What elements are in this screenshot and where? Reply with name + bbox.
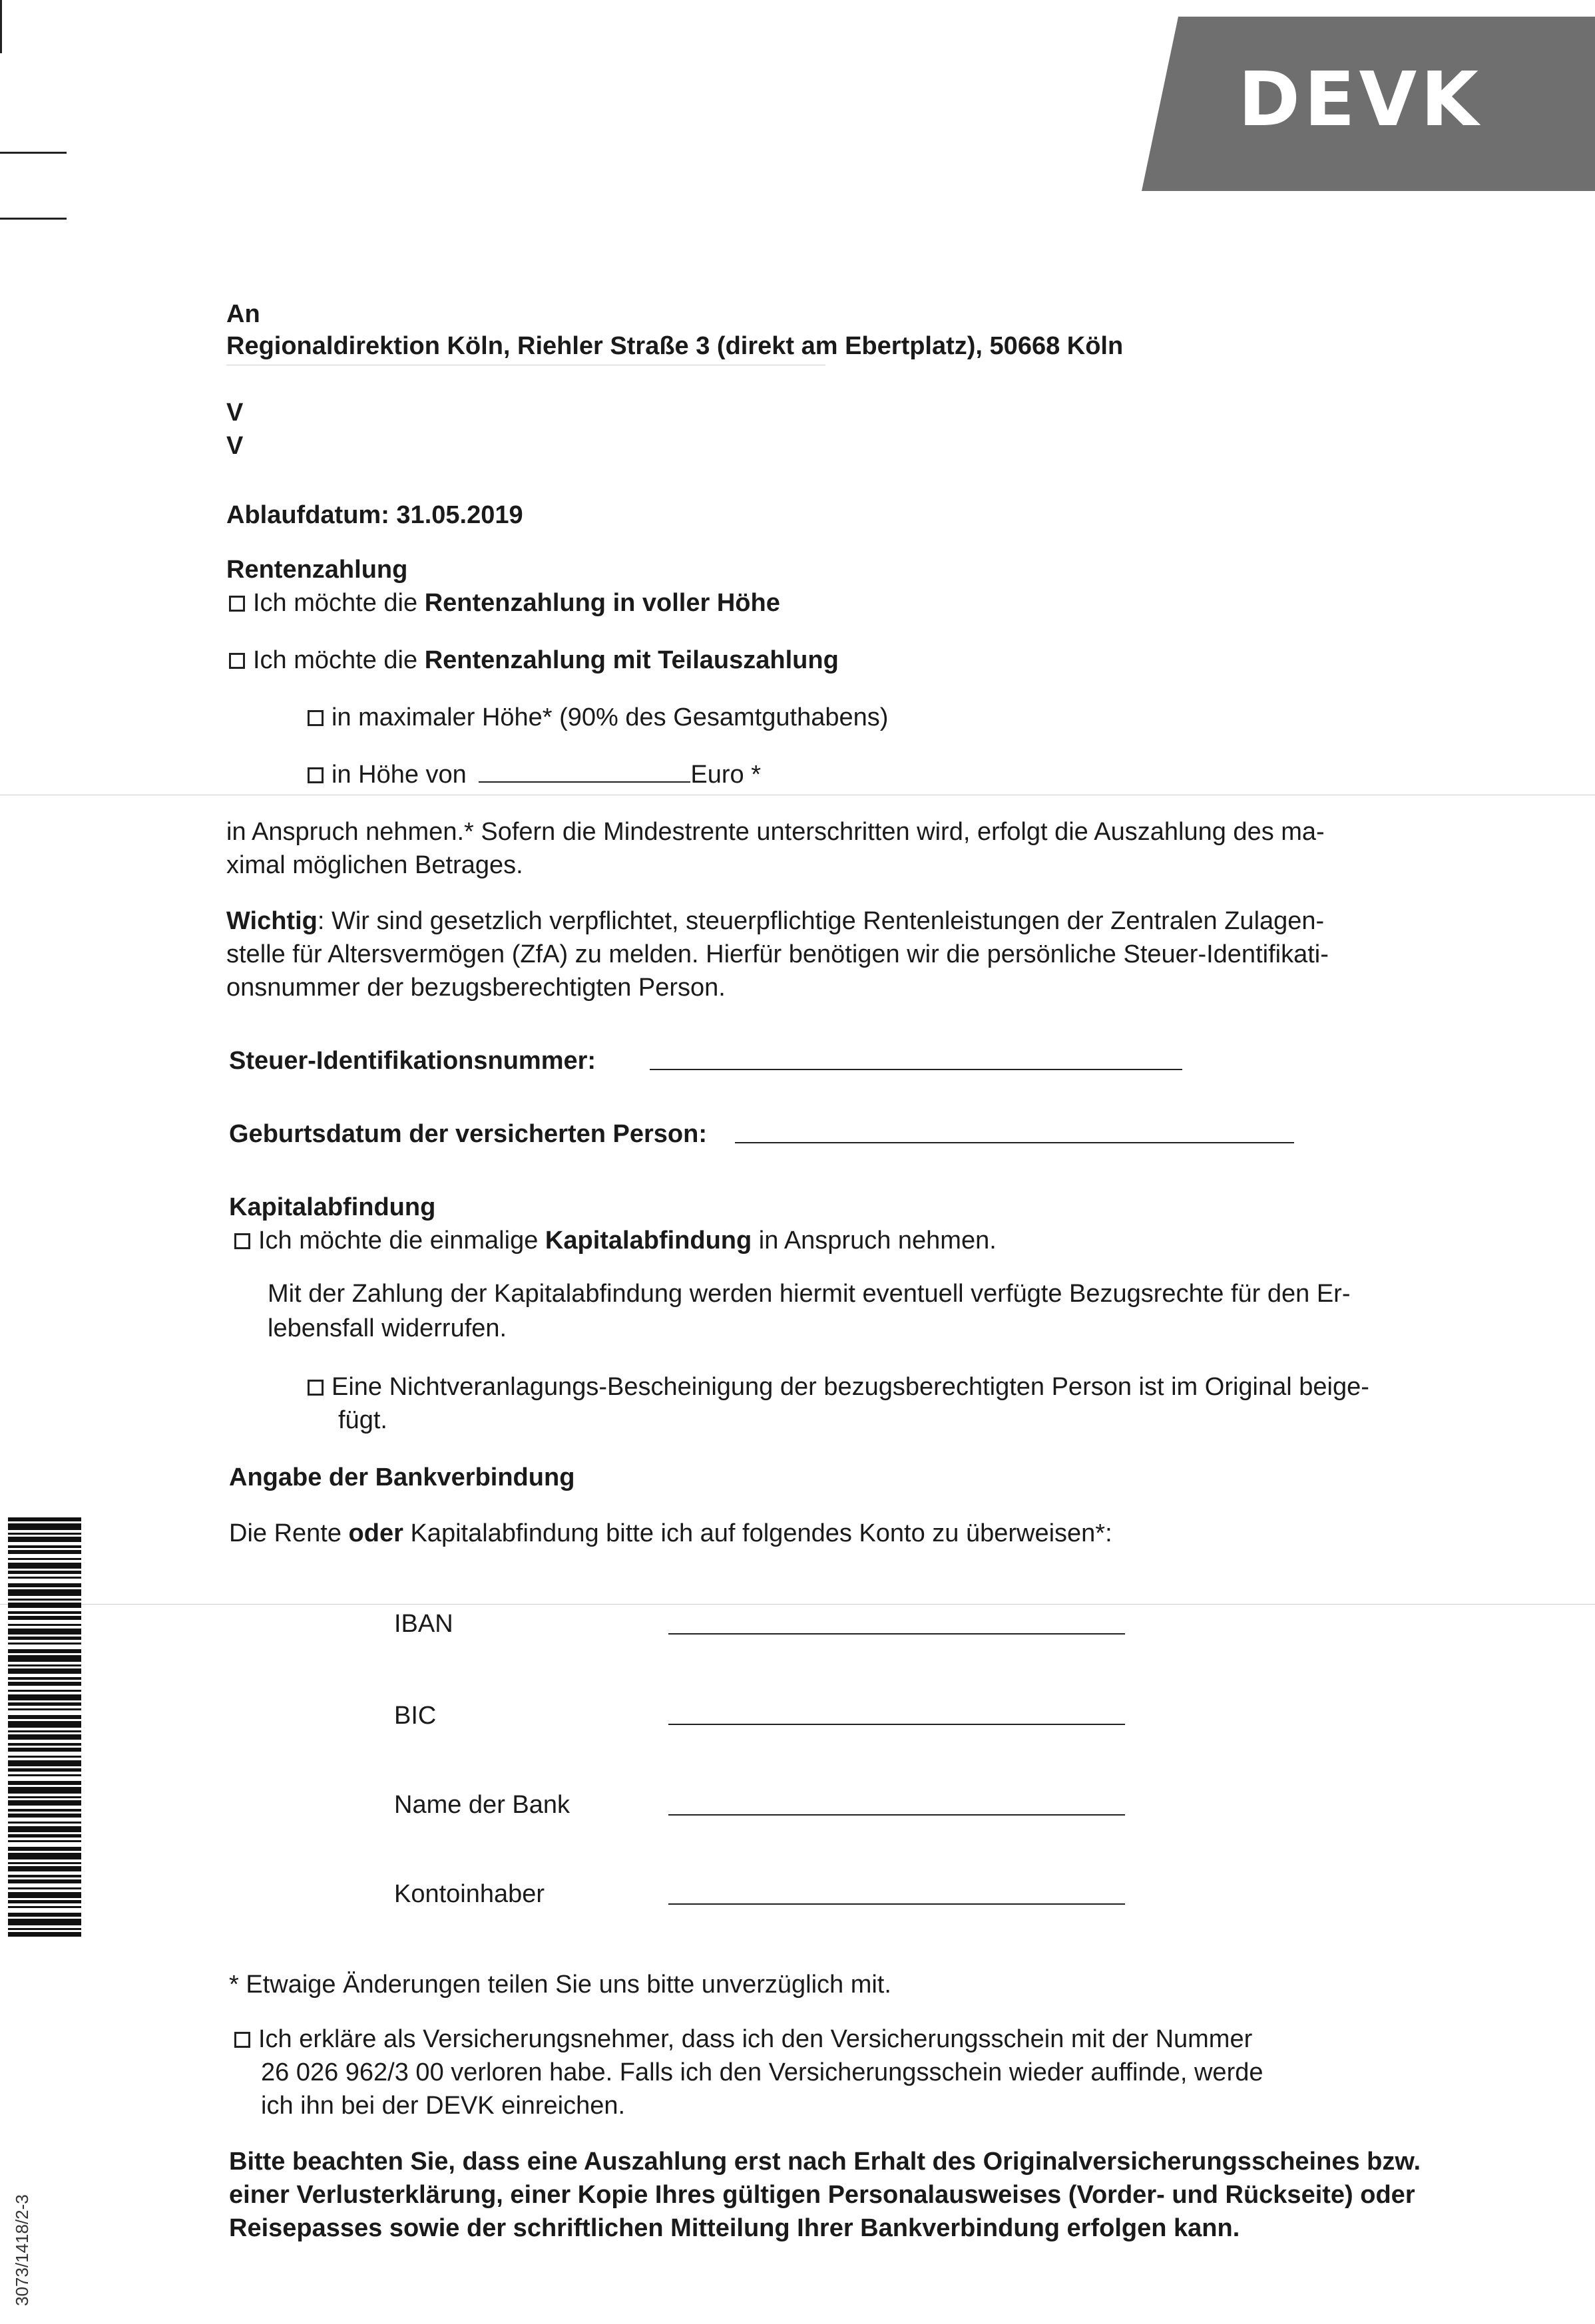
bank-heading: Angabe der Bankverbindung bbox=[229, 1463, 575, 1491]
bankname-field[interactable] bbox=[668, 1814, 1125, 1816]
option-volle-hoehe[interactable]: Ich möchte die Rentenzahlung in voller Höhe bbox=[229, 587, 780, 619]
checkbox[interactable] bbox=[229, 653, 245, 669]
iban-label: IBAN bbox=[394, 1610, 453, 1638]
barcode bbox=[8, 1517, 81, 1937]
geburtsdatum-label: Geburtsdatum der versicherten Person: bbox=[229, 1120, 707, 1148]
bank-intro: Die Rente oder Kapitalabfindung bitte ich auf folgendes Konto zu überweisen*: bbox=[229, 1519, 1112, 1547]
option-verlust[interactable]: Ich erkläre als Versicherungsnehmer, dass ich den Versicherungsschein mit der Nummer bbox=[234, 2023, 1252, 2055]
kapital-heading: Kapitalabfindung bbox=[229, 1193, 436, 1221]
address-line: Regionaldirektion Köln, Riehler Straße 3 (direkt am Ebertplatz), 50668 Köln bbox=[226, 332, 1124, 360]
option-hoehe-von[interactable]: in Höhe von Euro * bbox=[308, 759, 761, 791]
checkbox[interactable] bbox=[234, 1233, 250, 1249]
betrag-field[interactable] bbox=[479, 760, 690, 783]
fold-mark bbox=[0, 0, 2, 53]
nichtveranlagung-line2: fügt. bbox=[338, 1406, 387, 1434]
checkbox[interactable] bbox=[308, 767, 324, 783]
wichtig-line2: stelle für Altersvermögen (ZfA) zu melden. Hierfür benötigen wir die persönliche Steuer-Identifikati- bbox=[226, 940, 1329, 968]
steuer-id-label: Steuer-Identifikationsnummer: bbox=[229, 1047, 596, 1075]
option-kapitalabfindung[interactable]: Ich möchte die einmalige Kapitalabfindung in Anspruch nehmen. bbox=[234, 1225, 997, 1257]
footnote: * Etwaige Änderungen teilen Sie uns bitte unverzüglich mit. bbox=[229, 1971, 891, 1999]
option-nichtveranlagung[interactable]: Eine Nichtveranlagungs-Bescheinigung der bezugsberechtigten Person ist im Original beige- bbox=[308, 1371, 1369, 1403]
geburtsdatum-field[interactable] bbox=[735, 1142, 1294, 1143]
fold-mark bbox=[0, 218, 67, 220]
devk-logo: DEVK bbox=[1238, 57, 1482, 143]
fold-mark bbox=[0, 152, 67, 154]
verlust-line2: 26 026 962/3 00 verloren habe. Falls ich den Versicherungsschein wieder auffinde, werde bbox=[261, 2058, 1263, 2086]
option-maximale-hoehe[interactable]: in maximaler Höhe* (90% des Gesamtguthabens) bbox=[308, 701, 888, 733]
checkbox[interactable] bbox=[308, 710, 324, 726]
scan-line bbox=[0, 1604, 1595, 1605]
kapital-text-line1: Mit der Zahlung der Kapitalabfindung werden hiermit eventuell verfügte Bezugsrechte für den Er- bbox=[268, 1280, 1351, 1308]
ablaufdatum: Ablaufdatum: 31.05.2019 bbox=[226, 501, 523, 529]
notice-line3: Reisepasses sowie der schriftlichen Mitteilung Ihrer Bankverbindung erfolgen kann. bbox=[229, 2214, 1240, 2242]
kapital-text-line2: lebensfall widerrufen. bbox=[268, 1314, 507, 1342]
rentenzahlung-heading: Rentenzahlung bbox=[226, 556, 408, 584]
checkbox[interactable] bbox=[308, 1380, 324, 1396]
form-code: 3073/1418/2-3 bbox=[12, 2194, 32, 2306]
steuer-id-field[interactable] bbox=[650, 1069, 1182, 1070]
bic-field[interactable] bbox=[668, 1724, 1125, 1725]
verlust-line3: ich ihn bei der DEVK einreichen. bbox=[261, 2092, 626, 2120]
option-teilauszahlung[interactable]: Ich möchte die Rentenzahlung mit Teilauszahlung bbox=[229, 644, 839, 676]
bic-label: BIC bbox=[394, 1702, 437, 1730]
anspruch-text-line1: in Anspruch nehmen.* Sofern die Mindestrente unterschritten wird, erfolgt die Auszahlung des ma- bbox=[226, 818, 1325, 846]
notice-line1: Bitte beachten Sie, dass eine Auszahlung erst nach Erhalt des Originalversicherungsscheines bzw. bbox=[229, 2148, 1421, 2176]
kontoinhaber-label: Kontoinhaber bbox=[394, 1880, 545, 1908]
bankname-label: Name der Bank bbox=[394, 1791, 570, 1819]
wichtig-line1: Wichtig: Wir sind gesetzlich verpflichtet, steuerpflichtige Rentenleistungen der Zentralen Zulagen- bbox=[226, 907, 1325, 935]
checkbox[interactable] bbox=[229, 596, 245, 612]
anspruch-text-line2: ximal möglichen Betrages. bbox=[226, 851, 523, 879]
address-an: An bbox=[226, 300, 260, 328]
kontoinhaber-field[interactable] bbox=[668, 1903, 1125, 1905]
wichtig-line3: onsnummer der bezugsberechtigten Person. bbox=[226, 974, 726, 1002]
notice-line2: einer Verlusterklärung, einer Kopie Ihres gültigen Personalausweises (Vorder- und Rückseite) oder bbox=[229, 2181, 1415, 2209]
address-v1: V bbox=[226, 399, 244, 427]
checkbox[interactable] bbox=[234, 2032, 250, 2048]
address-v2: V bbox=[226, 432, 244, 460]
iban-field[interactable] bbox=[668, 1633, 1125, 1635]
